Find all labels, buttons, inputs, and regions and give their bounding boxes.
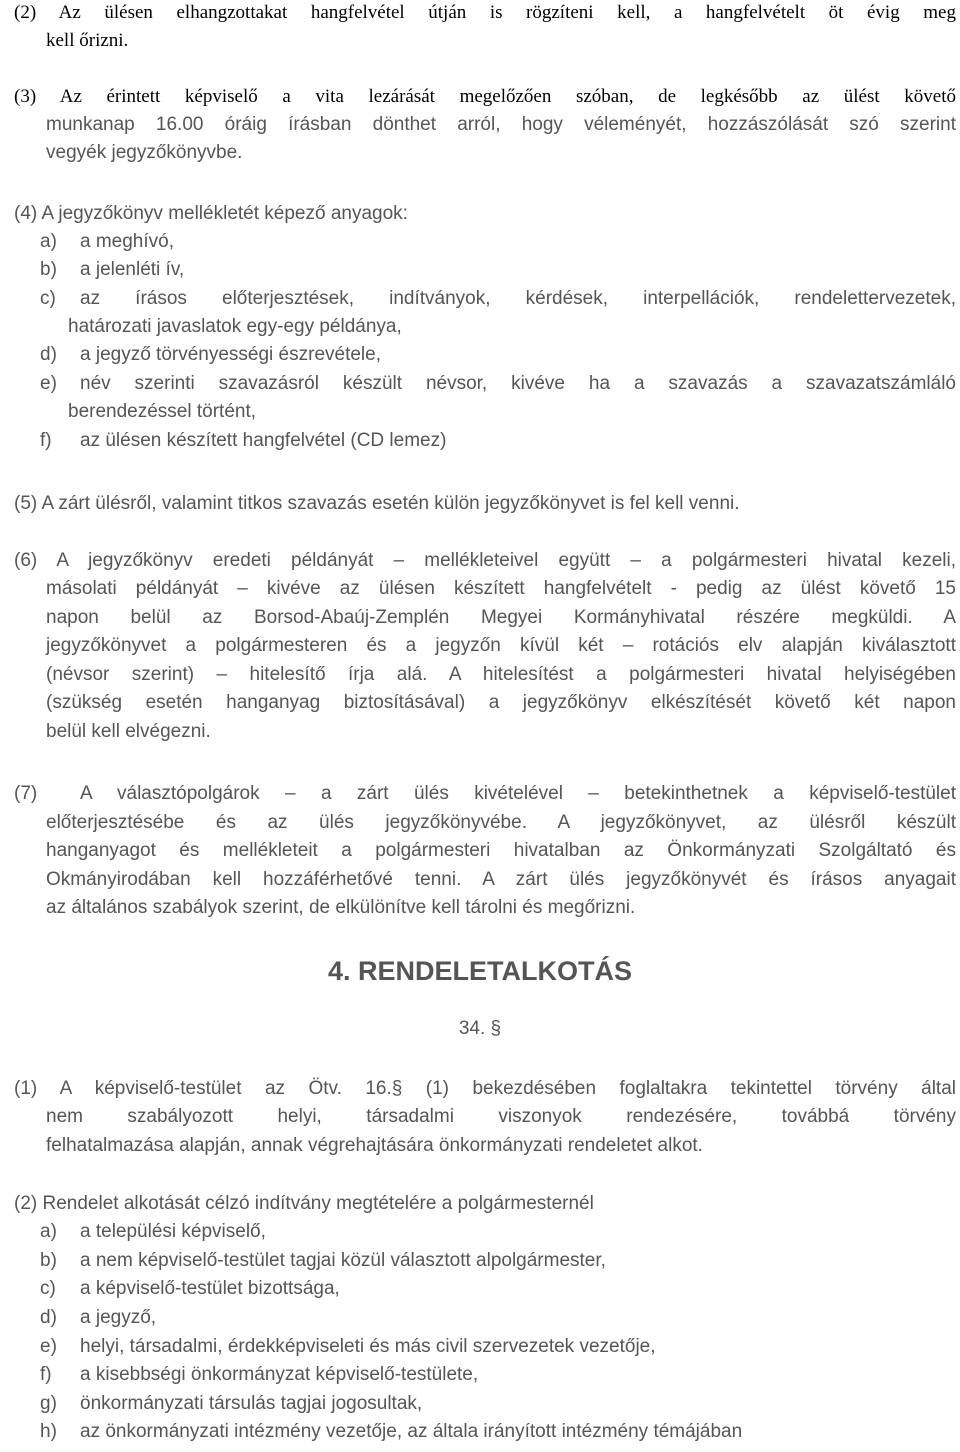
list-item [40,231,174,253]
list-item-text: az önkormányzati intézmény vezetője, az általa irányított intézmény témájában [80,1421,743,1442]
list-item-text: a jegyző törvényességi észrevétele, [80,344,381,365]
list-item-label: f) [40,1364,52,1385]
paragraph-7-line: előterjesztésébe és az ülés jegyzőkönyvébe. A jegyzőkönyvet, az ülésről készült [46,812,956,833]
list-item-text: a meghívó, [80,231,174,252]
paragraph-6-line: jegyzőkönyvet a polgármesteren és a jegyzőn kívül két – rotációs elv alapján kiválasztott [46,635,956,656]
list-item-label: d) [40,1307,57,1328]
list-item-text: az írásos előterjesztések, indítványok, kérdések, interpellációk, rendelettervezetek, [80,288,956,309]
paragraph-7-line: az általános szabályok szerint, de elkülönítve kell tárolni és megőrizni. [46,897,636,918]
paragraph-3-line: (3) Az érintett képviselő a vita lezárását megelőzően szóban, de legkésőbb az ülést követő [14,86,956,107]
list-item-label: c) [40,1278,56,1299]
list-item-label: b) [40,1250,57,1271]
paragraph-4-intro: (4) A jegyzőkönyv mellékletét képező anyagok: [14,203,408,224]
list-item-label: e) [40,1336,57,1357]
paragraph-6-line: (6) A jegyzőkönyv eredeti példányát – mellékleteivel együtt – a polgármesteri hivatal kezeli, [14,550,956,571]
paragraph-6-line: (szükség esetén hanganyag biztosításával) a jegyzőkönyv elkészítését követő két napon [46,692,956,713]
section-2-intro: (2) Rendelet alkotását célzó indítvány megtételére a polgármesternél [14,1193,594,1214]
list-item-label: c) [40,288,56,309]
list-item [40,430,446,452]
list-item [40,1307,156,1329]
list-item-text: a települési képviselő, [80,1221,266,1242]
list-item-text: a jelenléti ív, [80,259,185,280]
list-item-text: az ülésen készített hangfelvétel (CD lemez) [80,430,447,451]
paragraph-3-line: vegyék jegyzőkönyvbe. [46,142,243,163]
paragraph-6-line: napon belül az Borsod-Abaúj-Zemplén Megyei Kormányhivatal részére megküldi. A [46,607,956,628]
list-item [40,288,956,310]
paragraph-2-line: (2) Az ülésen elhangzottakat hangfelvétel útján is rögzíteni kell, a hangfelvételt öt évig meg [14,2,956,23]
list-item-text: a nem képviselő-testület tagjai közül választott alpolgármester, [80,1250,606,1271]
list-item-continuation: berendezéssel történt, [68,401,257,422]
chapter-title: 4. RENDELETALKOTÁS [327,956,632,986]
section-number: 34. § [458,1018,502,1039]
list-item-text: a jegyző, [80,1307,157,1328]
list-item-label: a) [40,231,57,252]
list-item-text: helyi, társadalmi, érdekképviseleti és más civil szervezetek vezetője, [80,1336,656,1357]
list-item [40,259,184,281]
list-item [40,1336,656,1358]
section-1-line: felhatalmazása alapján, annak végrehajtására önkormányzati rendeletet alkot. [46,1135,703,1156]
paragraph-7-line: Okmányirodában kell hozzáférhetővé tenni. A zárt ülés jegyzőkönyvét és írásos anyagait [46,869,956,890]
section-1-line: (1) A képviselő-testület az Ötv. 16.§ (1) bekezdésében foglaltakra tekintettel törvény által [14,1078,956,1099]
paragraph-3-line: munkanap 16.00 óráig írásban dönthet arról, hogy véleményét, hozzászólását szó szerint [46,114,956,135]
list-item-text: a képviselő-testület bizottsága, [80,1278,340,1299]
section-1-line: nem szabályozott helyi, társadalmi viszonyok rendezésére, továbbá törvény [46,1106,956,1127]
paragraph-5: (5) A zárt ülésről, valamint titkos szavazás esetén külön jegyzőkönyvet is fel kell venni. [14,493,740,514]
list-item-label: f) [40,430,52,451]
list-item [40,1364,478,1386]
paragraph-6-line: belül kell elvégezni. [46,721,211,742]
list-item-text: önkormányzati társulás tagjai jogosultak, [80,1393,423,1414]
list-item-label: g) [40,1393,57,1414]
paragraph-7-label: (7) [14,783,38,804]
paragraph-7-line: hanganyagot és mellékleteit a polgármesteri hivatalban az Önkormányzati Szolgáltató és [46,840,956,861]
list-item-label: e) [40,373,57,394]
list-item [40,1221,266,1243]
list-item [40,1421,742,1443]
list-item [40,373,956,395]
list-item-text: név szerinti szavazásról készült névsor, kivéve ha a szavazás a szavazatszámláló [80,373,956,394]
list-item [40,344,381,366]
paragraph-6-line: másolati példányát – kivéve az ülésen készített hangfelvételt - pedig az ülést követő 15 [46,578,956,599]
list-item-label: b) [40,259,57,280]
paragraph-2-line: kell őrizni. [46,30,129,51]
paragraph-6-line: (névsor szerint) – hitelesítő írja alá. A hitelesítést a polgármesteri hivatal helyiségében [46,664,956,685]
list-item [40,1250,606,1272]
list-item-text: a kisebbségi önkormányzat képviselő-testülete, [80,1364,479,1385]
paragraph-7-line: A választópolgárok – a zárt ülés kivételével – betekinthetnek a képviselő-testület [80,783,956,804]
list-item [40,1393,422,1415]
list-item-label: d) [40,344,57,365]
list-item-continuation: határozati javaslatok egy-egy példánya, [68,316,402,337]
list-item-label: h) [40,1421,57,1442]
list-item [40,1278,340,1300]
list-item-label: a) [40,1221,57,1242]
